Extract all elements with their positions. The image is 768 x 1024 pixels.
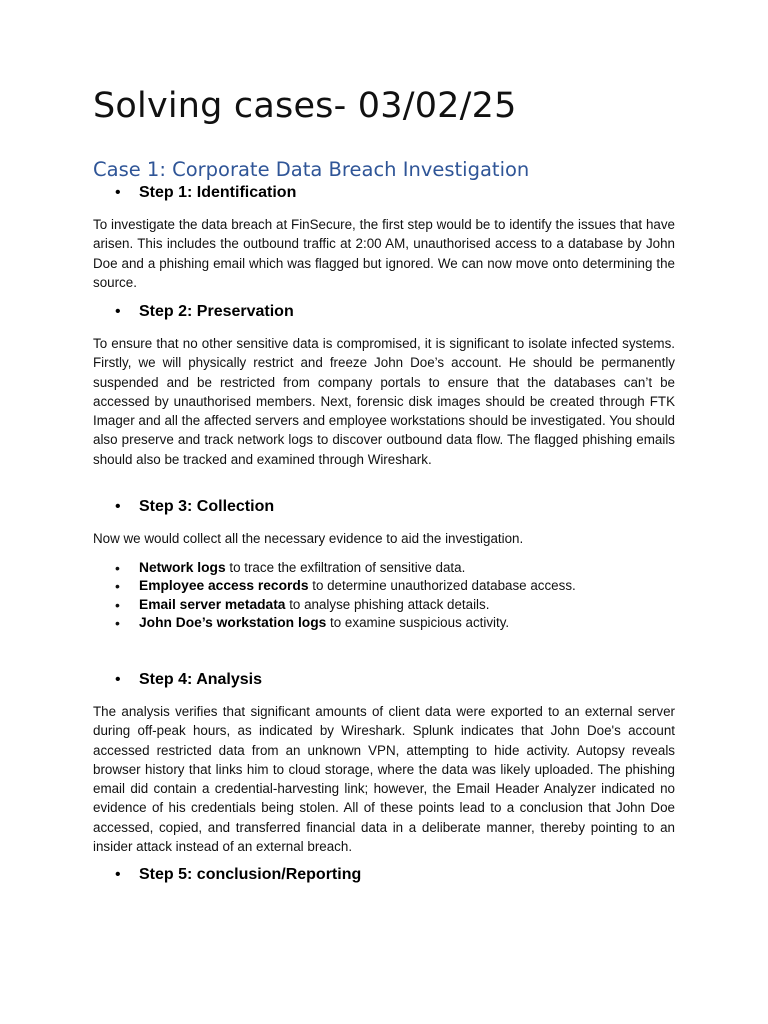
bullet-icon: • xyxy=(115,578,120,595)
evidence-purpose: to trace the exfiltration of sensitive data. xyxy=(225,560,466,575)
evidence-term: Email server metadata xyxy=(139,596,286,612)
list-item xyxy=(93,596,675,614)
evidence-term: John Doe’s workstation logs xyxy=(139,614,327,630)
step-label: Step 5: conclusion/Reporting xyxy=(139,866,362,883)
bullet-icon: • xyxy=(115,596,120,613)
evidence-term: Network logs xyxy=(139,560,226,575)
step-label: Step 4: Analysis xyxy=(139,671,263,688)
analysis-paragraph: The analysis verifies that significant amounts of client data were exported to an external server during off-peak hours, as indicated by Wireshark. Splunk indicates that John Doe's account accessed restricted data from an unknown VPN, attempting to hide activity. Autopsy reveals browser history that links him to cloud storage, where the data was likely uploaded. The phishing email did contain a credential-harvesting link; however, the Email Header Analyzer indicated no evidence of his credentials being stolen. All of these points lead to a conclusion that John Doe accessed, copied, and transferred financial data in a deliberate manner, thereby pointing to an insider attack instead of an external breach. xyxy=(93,704,675,855)
step-label: Step 1: Identification xyxy=(139,184,297,201)
preservation-paragraph: To ensure that no other sensitive data is compromised, it is significant to isolate infected systems. Firstly, we will physically restrict and freeze John Doe’s account. He should be permanently suspended and be restricted from company portals to ensure that the databases can’t be accessed by unauthorised members. Next, forensic disk images should be created through FTK Imager and all the affected servers and employee workstations should be investigated. You should also preserve and track network logs to discover outbound data flow. The flagged phishing emails should also be tracked and examined through Wireshark. xyxy=(93,336,675,467)
bullet-icon: • xyxy=(115,184,121,201)
step-label: Step 3: Collection xyxy=(139,498,275,515)
case-heading: Case 1: Corporate Data Breach Investigation xyxy=(93,158,530,181)
list-item xyxy=(93,559,675,577)
step-label: Step 2: Preservation xyxy=(139,303,294,320)
bullet-icon: • xyxy=(115,498,121,515)
bullet-icon: • xyxy=(115,614,120,631)
list-item xyxy=(93,577,675,595)
document-title: Solving cases- 03/02/25 xyxy=(93,86,517,126)
evidence-purpose: to analyse phishing attack details. xyxy=(285,596,490,612)
collection-intro: Now we would collect all the necessary evidence to aid the investigation. xyxy=(93,531,524,546)
evidence-purpose: to examine suspicious activity. xyxy=(326,614,510,630)
bullet-icon: • xyxy=(115,671,121,688)
evidence-purpose: to determine unauthorized database access. xyxy=(308,578,576,594)
bullet-icon: • xyxy=(115,560,120,576)
evidence-term: Employee access records xyxy=(139,578,309,594)
list-item xyxy=(93,614,675,632)
identification-paragraph: To investigate the data breach at FinSecure, the first step would be to identify the issues that have arisen. This includes the outbound traffic at 2:00 AM, unauthorised access to a database by John Doe and a phishing email which was flagged but ignored. We can now move onto determining the source. xyxy=(93,217,675,290)
evidence-list xyxy=(93,559,675,632)
bullet-icon: • xyxy=(115,866,121,883)
bullet-icon: • xyxy=(115,303,121,320)
